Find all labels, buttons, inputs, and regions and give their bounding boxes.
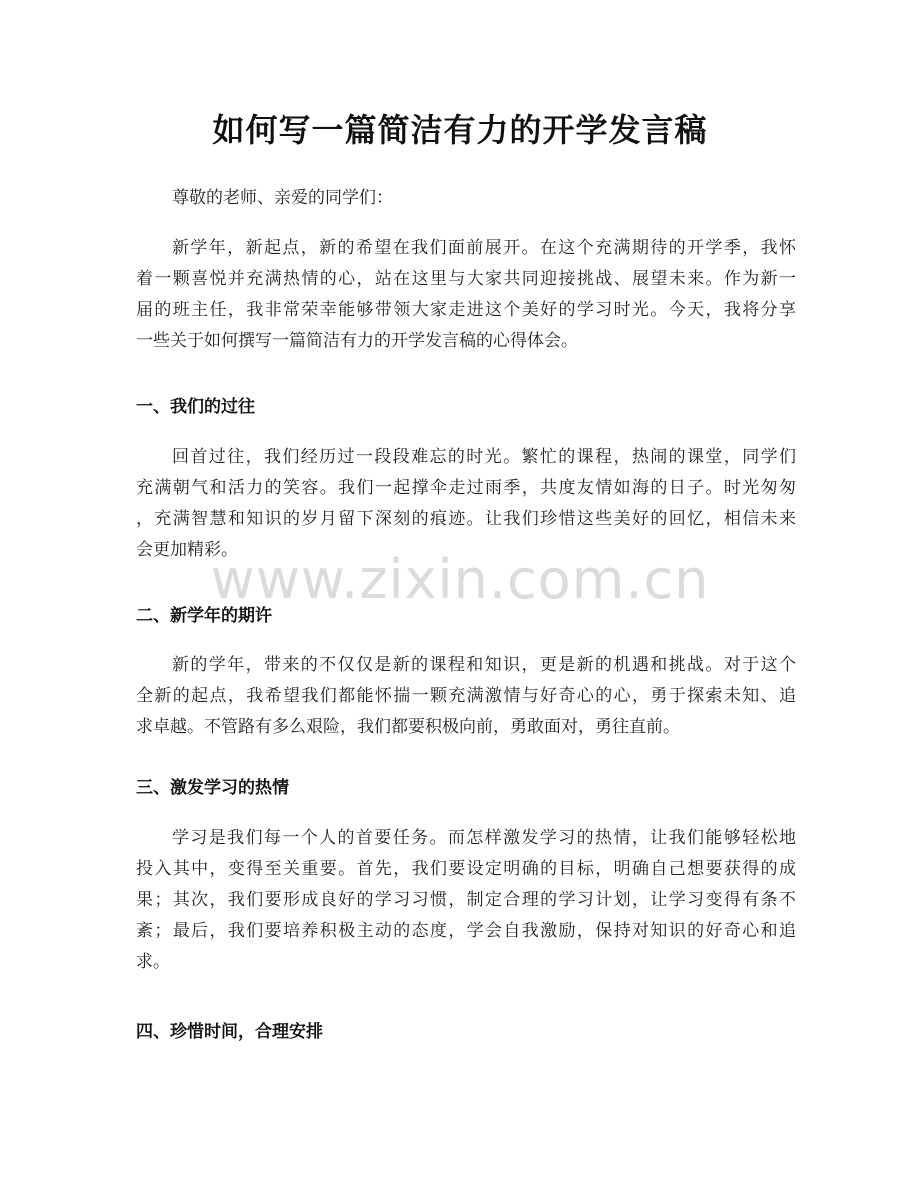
intro-line: 届的班主任，我非常荣幸能够带领大家走进这个美好的学习时光。今天，我将分享 [136,300,796,320]
section-heading-1: 一、我们的过往 [136,397,255,417]
watermark: www.zixin.com.cn [210,548,710,611]
section-line: 会更加精彩。 [136,540,238,560]
section-line: 求。 [136,952,170,972]
document-title: 如何写一篇简洁有力的开学发言稿 [212,111,708,149]
section-paragraph-2 [136,650,796,743]
section-line: 求卓越。不管路有多么艰险，我们都要积极向前，勇敢面对，勇往直前。 [136,717,680,737]
section-heading-2: 二、新学年的期许 [136,606,272,626]
section-line: 投入其中，变得至关重要。首先，我们要设定明确的目标，明确自己想要获得的成 [136,859,796,879]
greeting-text: 尊敬的老师、亲爱的同学们： [172,188,393,208]
section-heading-4: 四、珍惜时间，合理安排 [136,1022,323,1042]
section-paragraph-1 [136,442,796,566]
section-line: 紊；最后，我们要培养积极主动的态度，学会自我激励，保持对知识的好奇心和追 [136,921,796,941]
section-paragraph-3 [136,823,796,978]
section-line: 充满朝气和活力的笑容。我们一起撑伞走过雨季，共度友情如海的日子。时光匆匆 [136,478,796,498]
section-line: 学习是我们每一个人的首要任务。而怎样激发学习的热情，让我们能够轻松地 [172,828,796,848]
section-line: 全新的起点，我希望我们都能怀揣一颗充满激情与好奇心的心，勇于探索未知、追 [136,686,796,706]
intro-line: 一些关于如何撰写一篇简洁有力的开学发言稿的心得体会。 [136,331,578,351]
intro-paragraph [136,233,796,357]
intro-line: 着一颗喜悦并充满热情的心，站在这里与大家共同迎接挑战、展望未来。作为新一 [136,269,796,289]
section-line: ，充满智慧和知识的岁月留下深刻的痕迹。让我们珍惜这些美好的回忆，相信未来 [136,509,796,529]
section-line: 果；其次，我们要形成良好的学习习惯，制定合理的学习计划，让学习变得有条不 [136,890,796,910]
section-line: 回首过往，我们经历过一段段难忘的时光。繁忙的课程，热闹的课堂，同学们 [172,447,796,467]
section-line: 新的学年，带来的不仅仅是新的课程和知识，更是新的机遇和挑战。对于这个 [172,655,796,675]
intro-line: 新学年，新起点，新的希望在我们面前展开。在这个充满期待的开学季，我怀 [172,238,796,258]
section-heading-3: 三、激发学习的热情 [136,778,289,798]
greeting-paragraph [136,183,796,214]
